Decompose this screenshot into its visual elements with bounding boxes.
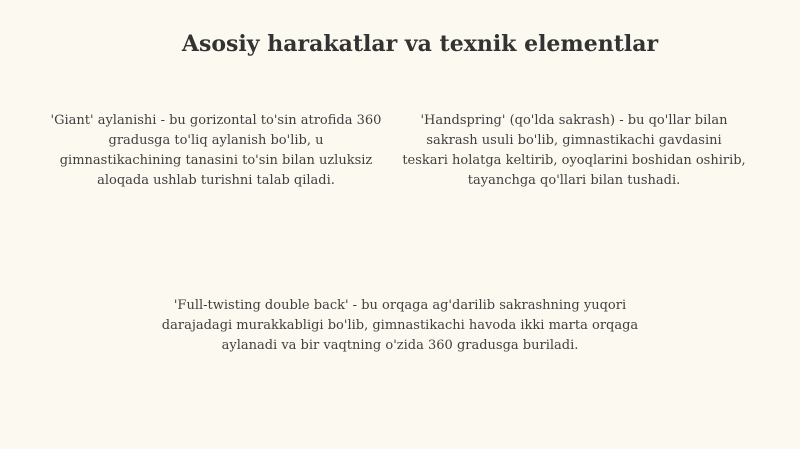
handspring-description: 'Handspring' (qo'lda sakrash) - bu qo'llar bilan sakrash usuli bo'lib, gimnastikachi gavdasini teskari holatga keltirib, oyoqlarini boshidan oshirib, tayanchga qo'llari bilan tushadi.	[402, 113, 746, 188]
giant-description: 'Giant' aylanishi - bu gorizontal to'sin atrofida 360 gradusga to'liq aylanish bo'lib, u gimnastikachining tanasini to'sin bilan uzluksiz aloqada ushlab turishni talab qiladi.	[50, 113, 382, 188]
slide-title: Asosiy harakatlar va texnik elementlar	[181, 31, 659, 57]
double-back-description: 'Full-twisting double back' - bu orqaga ag'darilib sakrashning yuqori darajadagi murakkabligi bo'lib, gimnastikachi havoda ikki marta orqaga aylanadi va bir vaqtning o'zida 360 gradusga buriladi.	[161, 298, 639, 353]
